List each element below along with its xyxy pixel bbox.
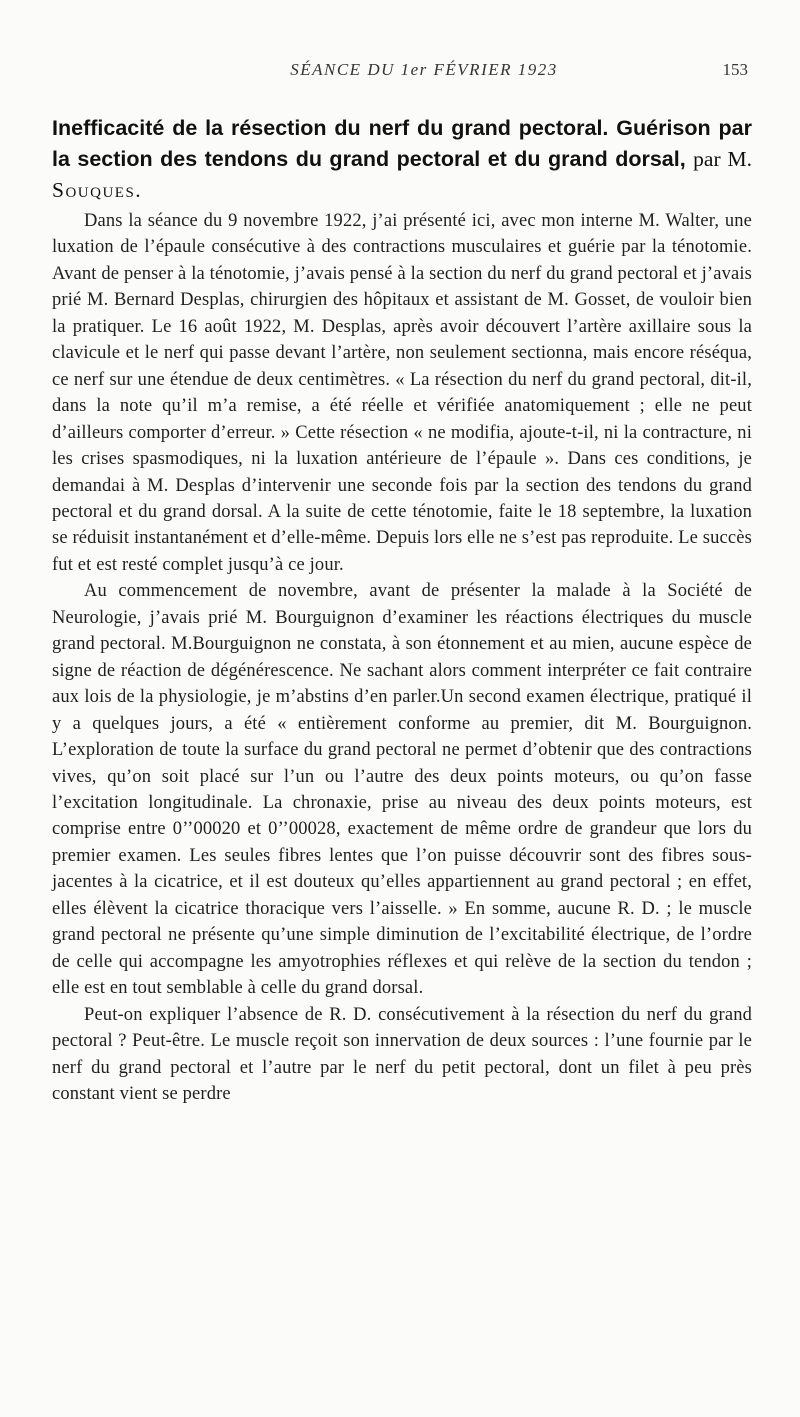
article-title: Inefficacité de la résection du nerf du grand pectoral. Guérison par la section des tendons du grand pectoral et du grand dorsal, bbox=[52, 116, 752, 171]
running-head bbox=[100, 60, 748, 84]
author-prefix: par M. bbox=[693, 147, 752, 171]
article-body bbox=[52, 208, 752, 1107]
paragraph: Peut-on expliquer l’absence de R. D. consécutivement à la résection du nerf du grand pectoral ? Peut-être. Le muscle reçoit son innervation de deux sources : l’une fournie par le nerf du grand pectoral et l’autre par le nerf du petit pectoral, dont un filet à peu près constant vient se perdre bbox=[52, 1004, 752, 1104]
running-head-title: SÉANCE DU 1er FÉVRIER 1923 bbox=[290, 60, 558, 79]
paragraph: Au commencement de novembre, avant de présenter la malade à la Société de Neurologie, j’avais prié M. Bourguignon d’examiner les réactions électriques du muscle grand pectoral. M.Bourguignon ne constata, à son étonnement et au mien, aucune espèce de signe de réaction de dégénérescence. Ne sachant alors comment interpréter ce fait contraire aux lois de la physiologie, je m’abstins d’en parler.Un second examen électrique, pratiqué il y a quelques jours, a été « entièrement conforme au premier, dit M. Bourguignon. L’exploration de toute la surface du grand pectoral ne permet d’obtenir que des contractions vives, qu’on soit placé sur l’un ou l’autre des deux points moteurs, ou qu’on fasse l’excitation longitudinale. La chronaxie, prise au niveau des deux points moteurs, est comprise entre 0’’00020 et 0’’00028, exactement de même ordre de grandeur que lors du premier examen. Les seules fibres lentes que l’on puisse découvrir sont des fibres sous-jacentes à la cicatrice, et il est douteux qu’elles appartiennent au grand pectoral ; en effet, elles élèvent la cicatrice thoracique vers l’aisselle. » En somme, aucune R. D. ; le muscle grand pectoral ne présente qu’une simple diminution de l’excitabilité électrique, de l’ordre de celle qui accompagne les amyotrophies réflexes et qui relève de la section du tendon ; elle est en tout semblable à celle du grand dorsal. bbox=[52, 581, 752, 999]
paragraph: Dans la séance du 9 novembre 1922, j’ai présenté ici, avec mon interne M. Walter, une luxation de l’épaule consécutive à des contractions musculaires et guérie par la ténotomie. Avant de penser à la ténotomie, j’avais pensé à la section du nerf du grand pectoral et j’avais prié M. Bernard Desplas, chirurgien des hôpitaux et assistant de M. Gosset, de vouloir bien la pratiquer. Le 16 août 1922, M. Desplas, après avoir découvert l’artère axillaire sous la clavicule et le nerf qui passe devant l’artère, non seulement sectionna, mais encore réséqua, ce nerf sur une étendue de deux centimètres. « La résection du nerf du grand pectoral, dit-il, dans la note qu’il m’a remise, a été réelle et vérifiée anatomiquement ; elle ne peut d’ailleurs comporter d’erreur. » Cette résection « ne modifia, ajoute-t-il, ni la contracture, ni les crises spasmodiques, ni la luxation antérieure de l’épaule ». Dans ces conditions, je demandai à M. Desplas d’intervenir une seconde fois par la section des tendons du grand pectoral et du grand dorsal. A la suite de cette ténotomie, faite le 18 septembre, la luxation se réduisit instantanément et d’elle-même. Depuis lors elle ne s’est pas reproduite. Le succès fut et est resté complet jusqu’à ce jour. bbox=[52, 211, 752, 575]
page-number: 153 bbox=[722, 60, 748, 79]
author-name: Souques. bbox=[52, 178, 143, 202]
article-heading bbox=[52, 113, 752, 206]
